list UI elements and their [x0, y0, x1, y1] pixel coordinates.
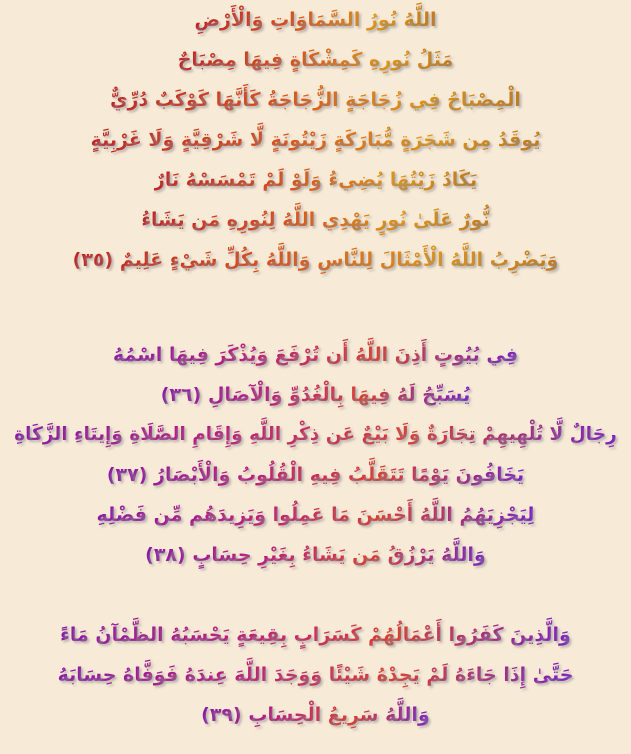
verse-line: الْمِصْبَاحُ فِي زُجَاجَةٍ الزُّجَاجَةُ كَأَنَّهَا كَوْكَبٌ دُرِّيٌّ — [110, 80, 521, 120]
verse-line: يَكَادُ زَيْتُهَا يُضِيءُ وَلَوْ لَمْ تَمْسَسْهُ نَارٌ — [154, 160, 477, 200]
verse-line: وَاللَّهُ سَرِيعُ الْحِسَابِ (٣٩) — [201, 695, 430, 735]
stanza-3 — [0, 615, 631, 735]
stanza-2 — [0, 335, 631, 575]
verse-line: وَالَّذِينَ كَفَرُوا أَعْمَالُهُمْ كَسَرَابٍ بِقِيعَةٍ يَحْسَبُهُ الظَّمْآنُ مَاءً — [60, 615, 571, 655]
verse-line: حَتَّىٰ إِذَا جَاءَهُ لَمْ يَجِدْهُ شَيْئًا وَوَجَدَ اللَّهَ عِندَهُ فَوَفَّاهُ حِسَابَهُ — [58, 655, 574, 695]
verse-line: لِيَجْزِيَهُمُ اللَّهُ أَحْسَنَ مَا عَمِلُوا وَيَزِيدَهُم مِّن فَضْلِهِ — [97, 495, 535, 535]
verse-line: نُّورٌ عَلَىٰ نُورٍ يَهْدِي اللَّهُ لِنُورِهِ مَن يَشَاءُ — [141, 200, 489, 240]
verse-line: فِي بُيُوتٍ أَذِنَ اللَّهُ أَن تُرْفَعَ وَيُذْكَرَ فِيهَا اسْمُهُ — [113, 335, 518, 375]
verse-line: يُوقَدُ مِن شَجَرَةٍ مُّبَارَكَةٍ زَيْتُونَةٍ لَّا شَرْقِيَّةٍ وَلَا غَرْبِيَّةٍ — [91, 120, 541, 160]
verse-line: يُسَبِّحُ لَهُ فِيهَا بِالْغُدُوِّ وَالْآصَالِ (٣٦) — [161, 375, 470, 415]
stanza-1 — [0, 0, 631, 280]
verse-line: رِجَالٌ لَّا تُلْهِيهِمْ تِجَارَةٌ وَلَا بَيْعٌ عَن ذِكْرِ اللَّهِ وَإِقَامِ الصَّلَاةِ وَإِيتَاءِ الزَّكَاةِ — [14, 415, 616, 455]
verse-line: وَاللَّهُ يَرْزُقُ مَن يَشَاءُ بِغَيْرِ حِسَابٍ (٣٨) — [145, 535, 486, 575]
verse-line: يَخَافُونَ يَوْمًا تَتَقَلَّبُ فِيهِ الْقُلُوبُ وَالْأَبْصَارُ (٣٧) — [107, 455, 524, 495]
verse-line: مَثَلُ نُورِهِ كَمِشْكَاةٍ فِيهَا مِصْبَاحٌ — [178, 40, 454, 80]
verse-line: اللَّهُ نُورُ السَّمَاوَاتِ وَالْأَرْضِ — [195, 0, 437, 40]
verse-line: وَيَضْرِبُ اللَّهُ الْأَمْثَالَ لِلنَّاسِ وَاللَّهُ بِكُلِّ شَيْءٍ عَلِيمٌ (٣٥) — [73, 240, 559, 280]
